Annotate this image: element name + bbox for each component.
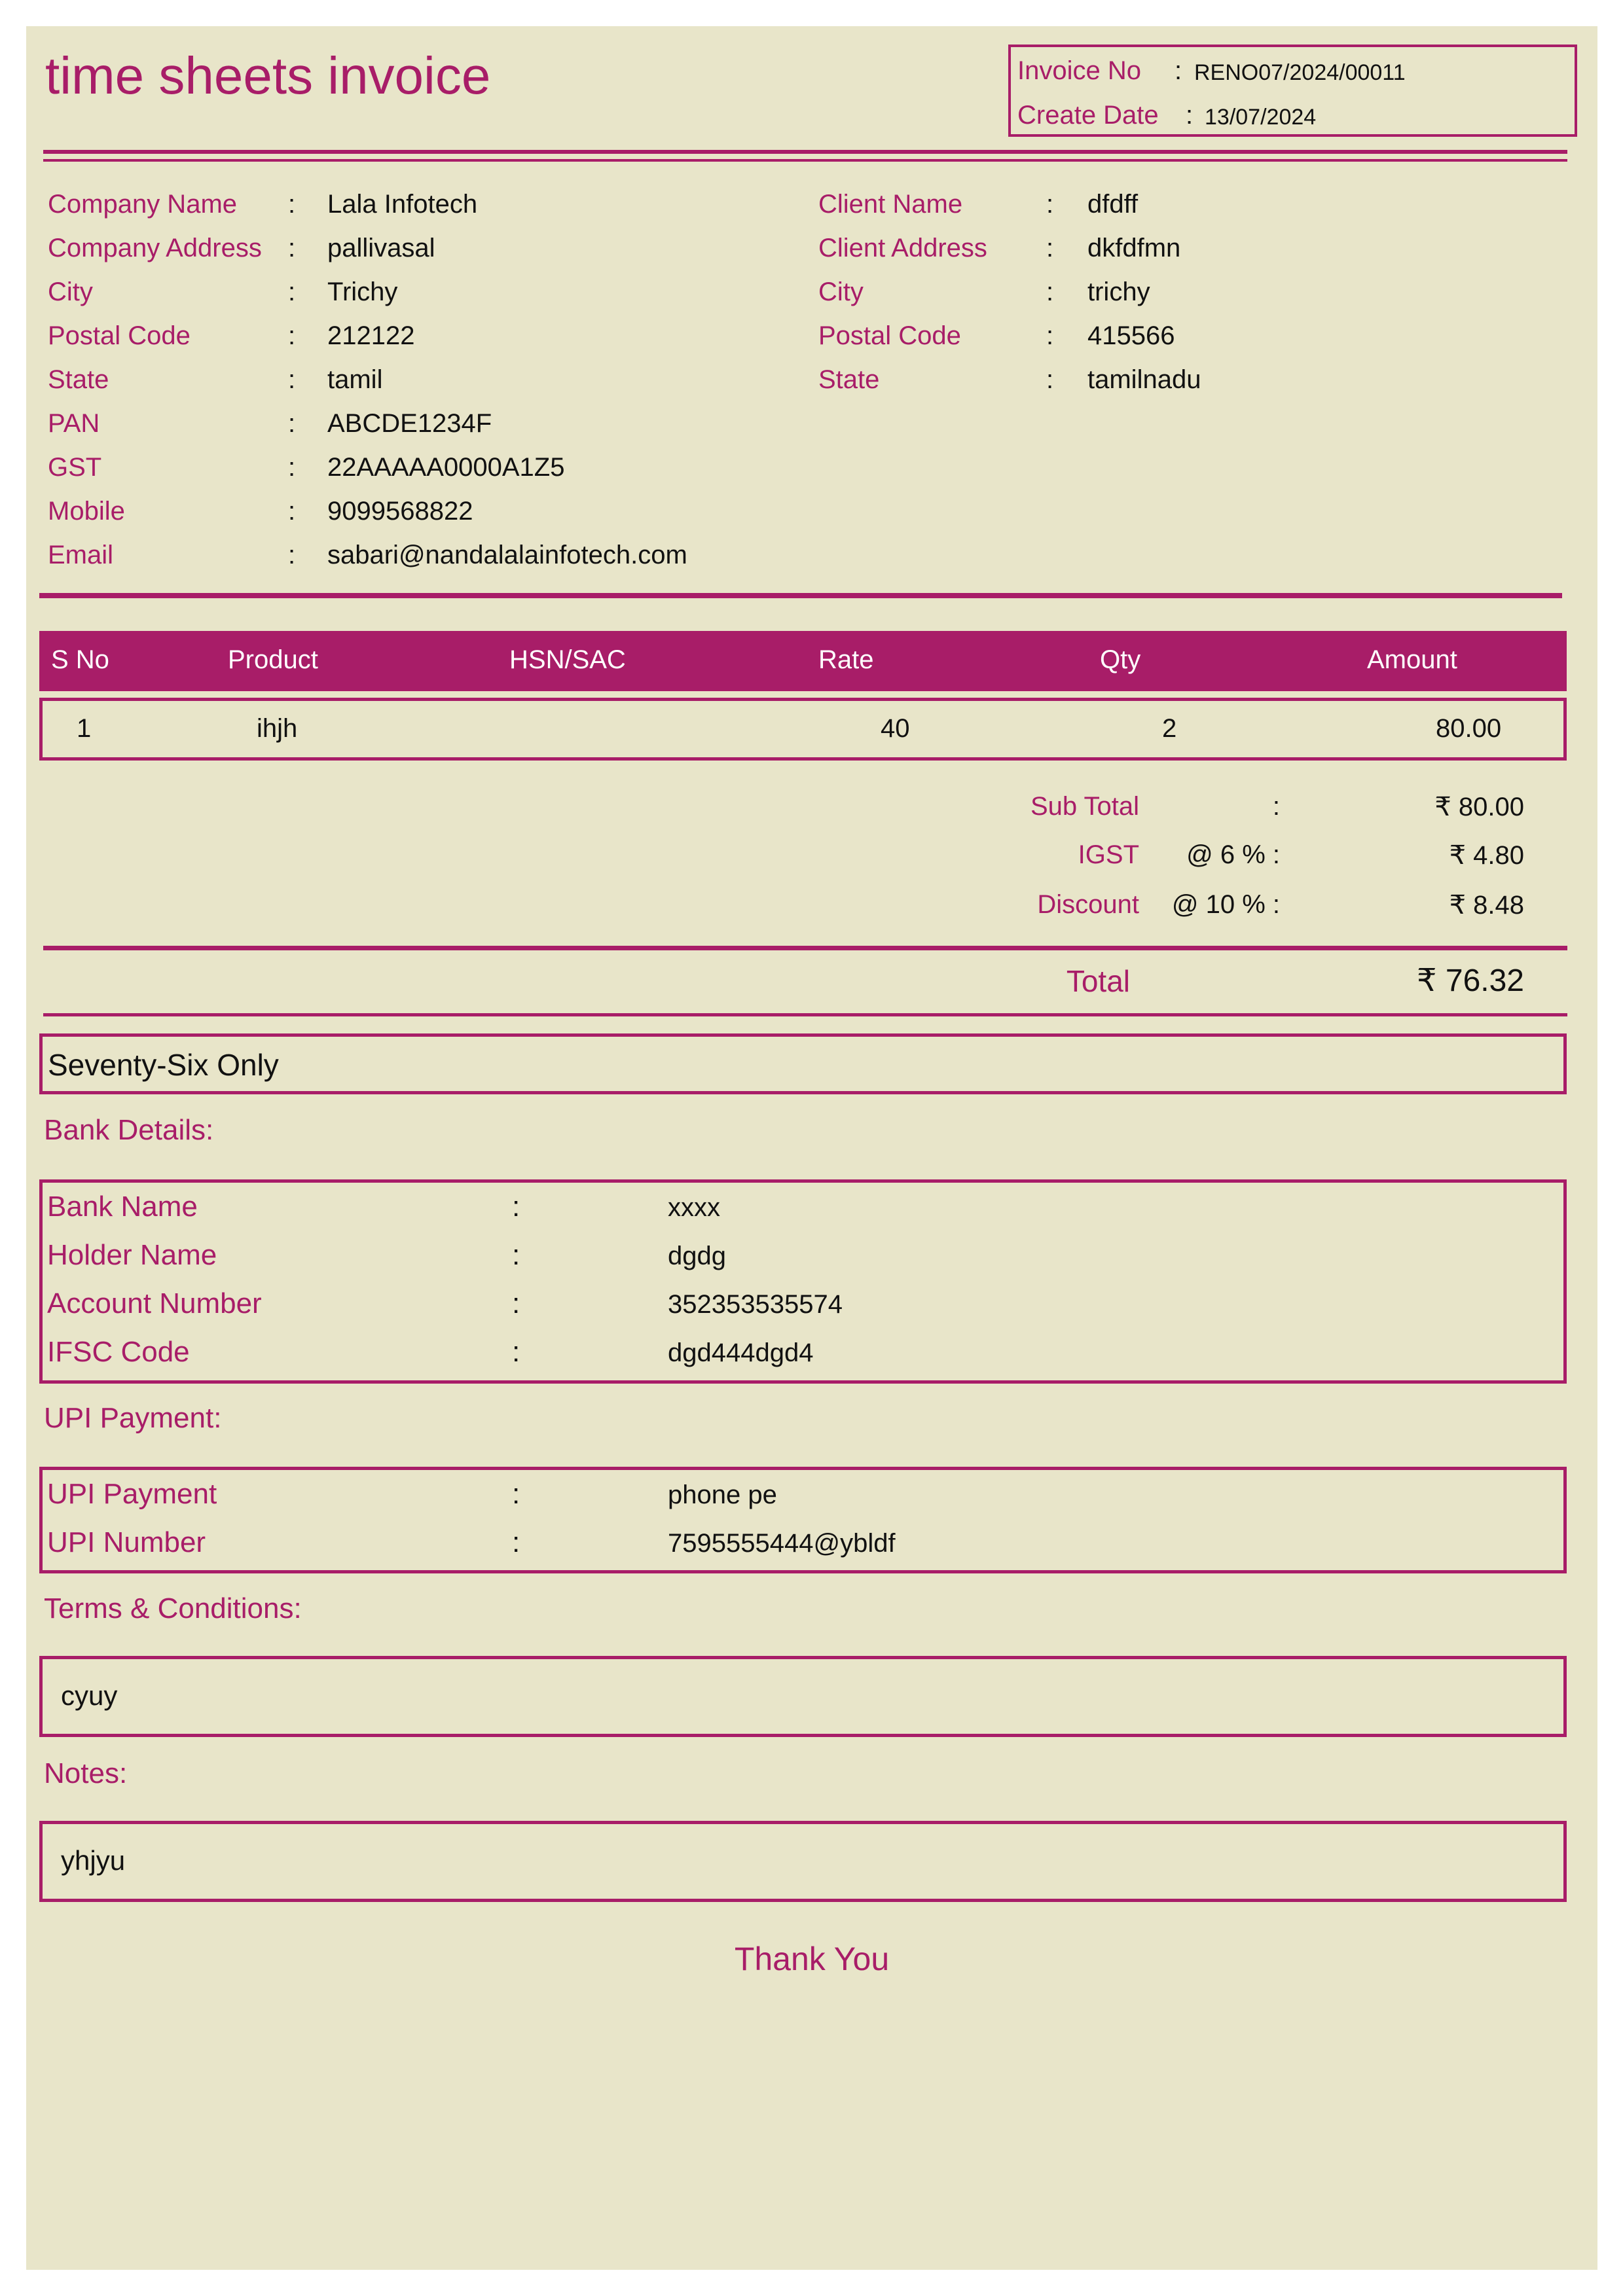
cell-rate: 40 bbox=[881, 714, 910, 743]
items-table-header bbox=[39, 631, 1567, 691]
client-city-label: City bbox=[818, 278, 864, 306]
client-address-value: dkfdfmn bbox=[1087, 234, 1181, 262]
cell-product: ihjh bbox=[257, 714, 298, 743]
totals-divider-bottom bbox=[43, 1013, 1567, 1016]
client-state-value: tamilnadu bbox=[1087, 365, 1201, 394]
header-divider-bottom bbox=[43, 159, 1567, 162]
invoice-no-value: RENO07/2024/00011 bbox=[1194, 60, 1406, 85]
header-sno: S No bbox=[51, 645, 109, 674]
colon: : bbox=[512, 1191, 520, 1223]
cell-amount: 80.00 bbox=[1436, 714, 1502, 743]
subtotal-value: ₹ 80.00 bbox=[1434, 793, 1524, 821]
notes-heading: Notes: bbox=[44, 1757, 128, 1789]
discount-label: Discount bbox=[1037, 890, 1139, 919]
thank-you: Thank You bbox=[734, 1941, 890, 1977]
discount-rate: @ 10 % : bbox=[1171, 890, 1280, 919]
colon: : bbox=[512, 1239, 520, 1271]
company-city-label: City bbox=[48, 278, 93, 306]
account-number-value: 352353535574 bbox=[668, 1290, 843, 1319]
colon: : bbox=[512, 1526, 520, 1558]
bank-name-label: Bank Name bbox=[47, 1191, 198, 1223]
colon: : bbox=[1046, 190, 1054, 219]
invoice-meta-box bbox=[1008, 45, 1577, 137]
bank-details-box bbox=[39, 1179, 1567, 1384]
bank-name-value: xxxx bbox=[668, 1193, 720, 1222]
upi-payment-label: UPI Payment bbox=[47, 1478, 217, 1510]
ifsc-code-label: IFSC Code bbox=[47, 1336, 190, 1368]
ifsc-code-value: dgd444dgd4 bbox=[668, 1338, 814, 1367]
holder-name-label: Holder Name bbox=[47, 1239, 217, 1271]
client-postal-value: 415566 bbox=[1087, 321, 1175, 350]
colon: : bbox=[288, 497, 296, 526]
client-name-label: Client Name bbox=[818, 190, 963, 219]
colon: : bbox=[288, 541, 296, 569]
colon: : bbox=[512, 1336, 520, 1368]
create-date-row bbox=[1017, 101, 1317, 130]
upi-payment-value: phone pe bbox=[668, 1480, 777, 1509]
client-state-label: State bbox=[818, 365, 880, 394]
amount-in-words: Seventy-Six Only bbox=[48, 1048, 279, 1082]
client-address-label: Client Address bbox=[818, 234, 987, 262]
upi-number-label: UPI Number bbox=[47, 1526, 206, 1558]
company-address-value: pallivasal bbox=[327, 234, 435, 262]
header-hsn: HSN/SAC bbox=[509, 645, 626, 674]
create-date-label: Create Date bbox=[1017, 101, 1159, 130]
upi-heading: UPI Payment: bbox=[44, 1402, 222, 1434]
invoice-title: time sheets invoice bbox=[45, 46, 491, 105]
discount-value: ₹ 8.48 bbox=[1449, 891, 1524, 920]
colon: : bbox=[288, 190, 296, 219]
igst-label: IGST bbox=[1078, 840, 1139, 869]
terms-box bbox=[39, 1656, 1567, 1737]
invoice-no-label: Invoice No bbox=[1017, 56, 1141, 85]
company-postal-value: 212122 bbox=[327, 321, 415, 350]
company-pan-value: ABCDE1234F bbox=[327, 409, 492, 438]
invoice-page bbox=[26, 26, 1597, 2270]
header-qty: Qty bbox=[1100, 645, 1141, 674]
upi-number-value: 7595555444@ybldf bbox=[668, 1529, 896, 1558]
colon: : bbox=[512, 1287, 520, 1319]
colon: : bbox=[1175, 56, 1182, 85]
colon: : bbox=[288, 321, 296, 350]
company-pan-label: PAN bbox=[48, 409, 100, 438]
colon: : bbox=[288, 278, 296, 306]
company-email-value: sabari@nandalalainfotech.com bbox=[327, 541, 687, 569]
cell-qty: 2 bbox=[1162, 714, 1177, 743]
colon: : bbox=[288, 365, 296, 394]
igst-rate: @ 6 % : bbox=[1186, 840, 1280, 869]
client-name-value: dfdff bbox=[1087, 190, 1139, 219]
company-postal-label: Postal Code bbox=[48, 321, 191, 350]
company-name-value: Lala Infotech bbox=[327, 190, 478, 219]
client-city-value: trichy bbox=[1087, 278, 1150, 306]
company-name-label: Company Name bbox=[48, 190, 238, 219]
colon: : bbox=[288, 409, 296, 438]
amount-in-words-box bbox=[39, 1033, 1567, 1094]
company-address-label: Company Address bbox=[48, 234, 262, 262]
info-divider bbox=[39, 593, 1562, 598]
company-gst-label: GST bbox=[48, 453, 102, 482]
subtotal-rate: : bbox=[1272, 792, 1280, 821]
bank-details-heading: Bank Details: bbox=[44, 1114, 214, 1146]
igst-value: ₹ 4.80 bbox=[1449, 841, 1524, 870]
totals-divider-top bbox=[43, 946, 1567, 950]
company-state-label: State bbox=[48, 365, 109, 394]
colon: : bbox=[512, 1478, 520, 1510]
colon: : bbox=[288, 234, 296, 262]
invoice-no-row bbox=[1017, 56, 1406, 86]
notes-text: yhjyu bbox=[61, 1845, 126, 1876]
company-state-value: tamil bbox=[327, 365, 383, 394]
colon: : bbox=[1186, 101, 1194, 130]
company-email-label: Email bbox=[48, 541, 114, 569]
total-label: Total bbox=[1066, 964, 1130, 998]
notes-box bbox=[39, 1821, 1567, 1902]
colon: : bbox=[1046, 278, 1054, 306]
client-postal-label: Postal Code bbox=[818, 321, 961, 350]
header-amount: Amount bbox=[1367, 645, 1457, 674]
cell-sno: 1 bbox=[77, 714, 92, 743]
total-value: ₹ 76.32 bbox=[1417, 963, 1524, 998]
company-mobile-label: Mobile bbox=[48, 497, 125, 526]
header-rate: Rate bbox=[818, 645, 874, 674]
terms-heading: Terms & Conditions: bbox=[44, 1592, 302, 1624]
header-product: Product bbox=[228, 645, 318, 674]
table-row bbox=[39, 698, 1567, 761]
upi-box bbox=[39, 1467, 1567, 1573]
colon: : bbox=[288, 453, 296, 482]
holder-name-value: dgdg bbox=[668, 1242, 726, 1270]
colon: : bbox=[1046, 234, 1054, 262]
terms-text: cyuy bbox=[61, 1680, 118, 1711]
colon: : bbox=[1046, 365, 1054, 394]
company-city-value: Trichy bbox=[327, 278, 398, 306]
company-mobile-value: 9099568822 bbox=[327, 497, 473, 526]
create-date-value: 13/07/2024 bbox=[1205, 105, 1317, 130]
colon: : bbox=[1046, 321, 1054, 350]
account-number-label: Account Number bbox=[47, 1287, 262, 1319]
subtotal-label: Sub Total bbox=[1030, 792, 1139, 821]
header-divider-top bbox=[43, 150, 1567, 154]
company-gst-value: 22AAAAA0000A1Z5 bbox=[327, 453, 565, 482]
